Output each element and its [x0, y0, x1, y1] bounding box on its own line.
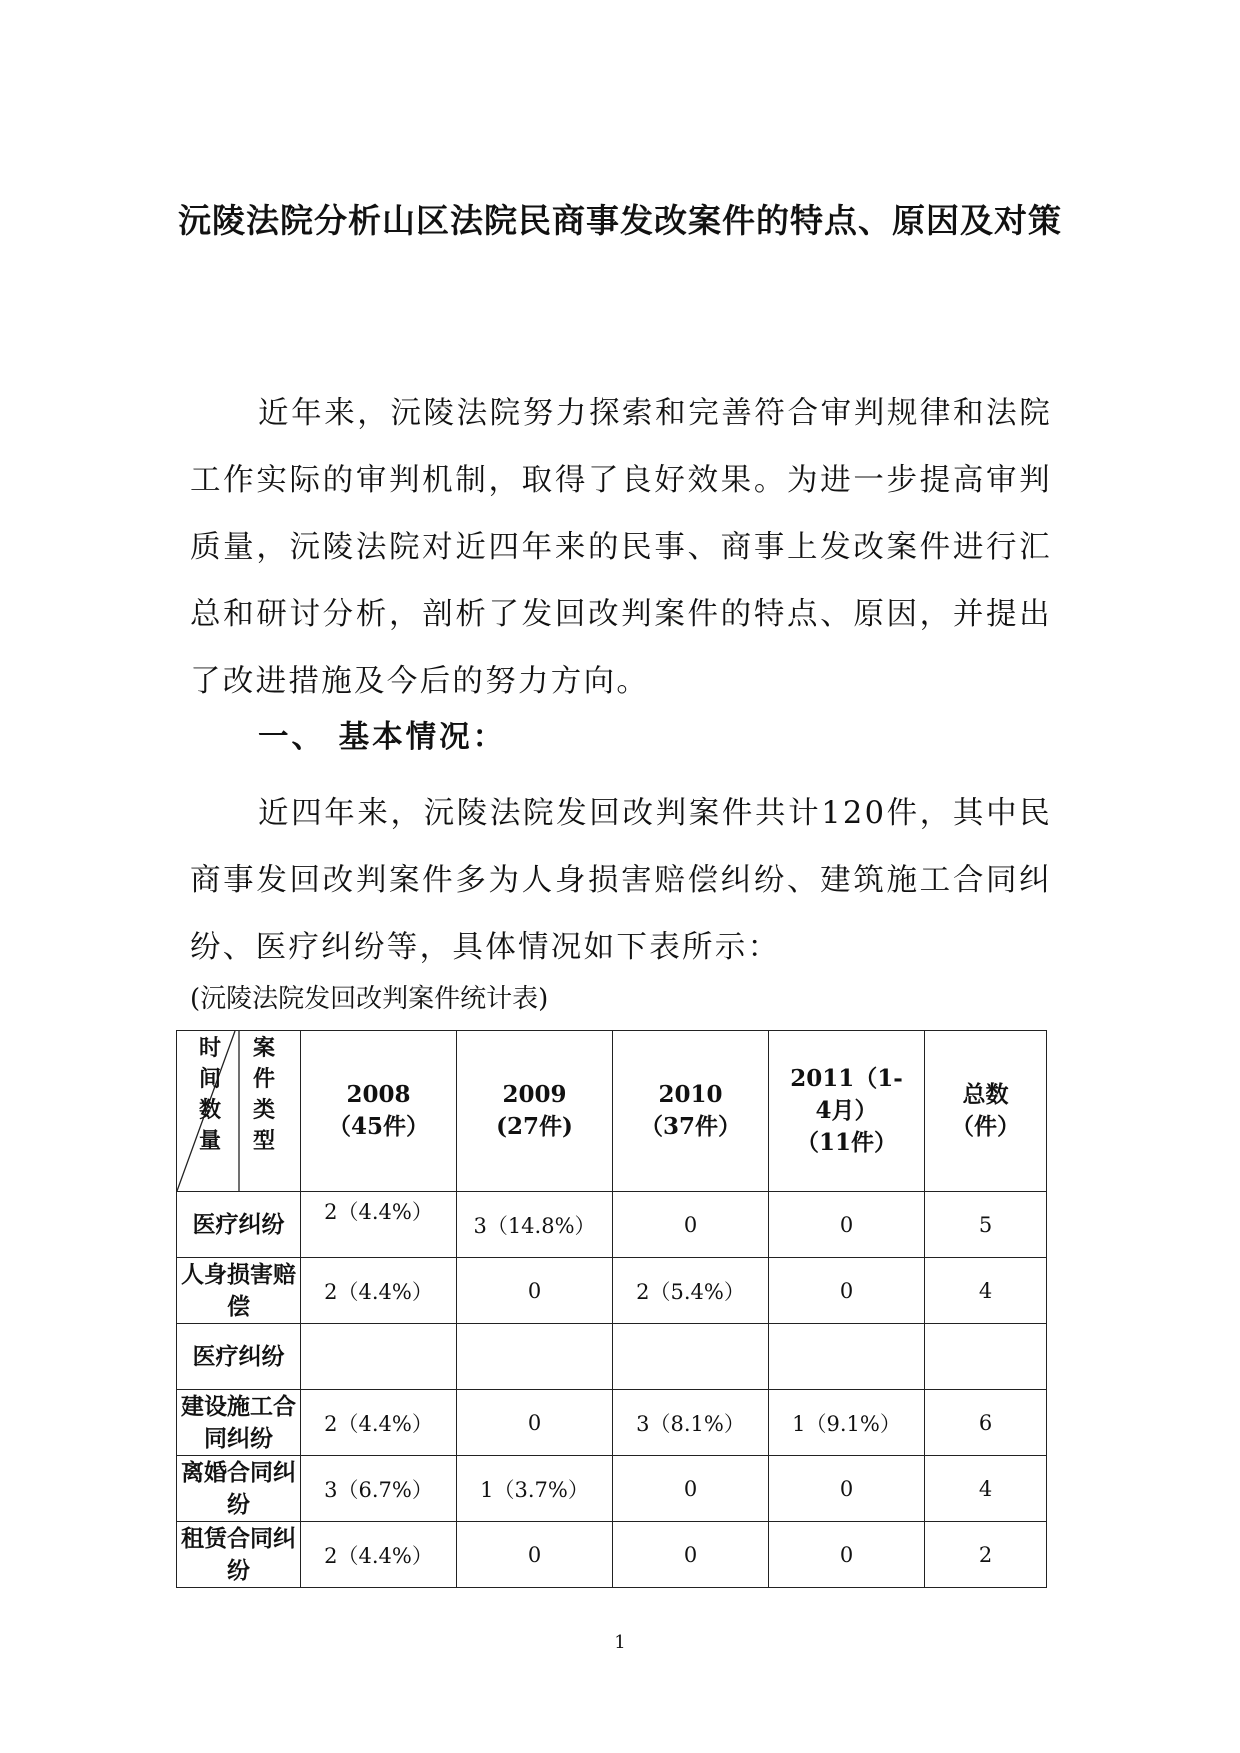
cell-2011: 0 — [769, 1522, 925, 1588]
cell-2010: 0 — [613, 1522, 769, 1588]
cell-2008: 2（4.4%） — [301, 1390, 457, 1456]
row-label: 租赁合同纠纷 — [177, 1522, 301, 1588]
cell-2010: 0 — [613, 1456, 769, 1522]
row-label: 建设施工合同纠纷 — [177, 1390, 301, 1456]
table-row — [177, 1192, 1047, 1258]
cell-2008 — [301, 1324, 457, 1390]
row-label: 离婚合同纠纷 — [177, 1456, 301, 1522]
cell-total: 5 — [925, 1192, 1047, 1258]
document-title: 沅陵法院分析山区法院民商事发改案件的特点、原因及对策 — [178, 201, 1062, 240]
cell-2009: 1（3.7%） — [457, 1456, 613, 1522]
cell-total: 4 — [925, 1456, 1047, 1522]
table-row — [177, 1324, 1047, 1390]
cell-2009 — [457, 1324, 613, 1390]
cell-2011: 1（9.1%） — [769, 1390, 925, 1456]
cell-total: 4 — [925, 1258, 1047, 1324]
cell-total — [925, 1324, 1047, 1390]
cell-2011: 0 — [769, 1258, 925, 1324]
row-label: 医疗纠纷 — [177, 1324, 301, 1390]
header-2010: 2010 （37件） — [613, 1031, 769, 1192]
cell-2008: 2（4.4%） — [301, 1258, 457, 1324]
header-total: 总数 （件） — [925, 1031, 1047, 1192]
cell-2009: 0 — [457, 1390, 613, 1456]
table-row — [177, 1258, 1047, 1324]
cell-2009: 3（14.8%） — [457, 1192, 613, 1258]
table-row — [177, 1456, 1047, 1522]
corner-label-case-type: 案件类型 — [252, 1036, 275, 1154]
cell-2011: 0 — [769, 1456, 925, 1522]
cell-2010 — [613, 1324, 769, 1390]
page-number: 1 — [614, 1632, 626, 1653]
cell-2008: 2（4.4%） — [301, 1522, 457, 1588]
header-2011: 2011（1-4月） （11件） — [769, 1031, 925, 1192]
section-heading-basic: 一、 基本情况： — [258, 720, 507, 755]
table-row — [177, 1390, 1047, 1456]
cell-2008: 3（6.7%） — [301, 1456, 457, 1522]
cell-2010: 0 — [613, 1192, 769, 1258]
cell-2011 — [769, 1324, 925, 1390]
row-label: 医疗纠纷 — [177, 1192, 301, 1258]
cell-2009: 0 — [457, 1258, 613, 1324]
row-label: 人身损害赔偿 — [177, 1258, 301, 1324]
corner-label-time-count: 时间数量 — [198, 1036, 221, 1154]
cell-2009: 0 — [457, 1522, 613, 1588]
corner-cell — [177, 1031, 301, 1192]
header-2009: 2009 (27件) — [457, 1031, 613, 1192]
cell-2010: 2（5.4%） — [613, 1258, 769, 1324]
cell-total: 6 — [925, 1390, 1047, 1456]
intro-paragraph: 近年来，沅陵法院努力探索和完善符合审判规律和法院工作实际的审判机制，取得了良好效果。为进一步提高审判质量，沅陵法院对近四年来的民事、商事上发改案件进行汇总和研讨分析，剖析了发回改判案件的特点、原因，并提出了改进措施及今后的努力方向。 — [190, 396, 1052, 699]
cell-total: 2 — [925, 1522, 1047, 1588]
basic-info-paragraph: 近四年来，沅陵法院发回改判案件共计120件，其中民商事发回改判案件多为人身损害赔偿纠纷、建筑施工合同纠纷、医疗纠纷等，具体情况如下表所示： — [190, 796, 1052, 965]
header-2008: 2008 （45件） — [301, 1031, 457, 1192]
table-header-row — [177, 1031, 1047, 1192]
table-row — [177, 1522, 1047, 1588]
cell-2008: 2（4.4%） — [301, 1192, 457, 1258]
cell-2011: 0 — [769, 1192, 925, 1258]
statistics-table — [176, 1030, 1047, 1588]
cell-2010: 3（8.1%） — [613, 1390, 769, 1456]
table-caption: (沅陵法院发回改判案件统计表) — [190, 984, 549, 1014]
